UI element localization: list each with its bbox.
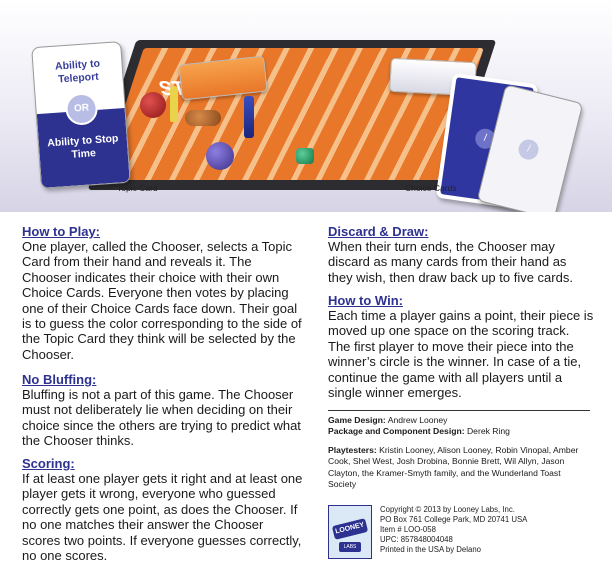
discard-draw-section	[328, 224, 594, 285]
package-design-credit	[328, 426, 590, 437]
choice-cards-caption: Choice Cards	[405, 183, 457, 193]
game-components-illustration	[0, 0, 612, 212]
no-bluffing-body: Bluffing is not a part of this game. The Chooser must not deliberately lie when deciding on their choice since the others are trying to predict what the Chooser thinks.	[22, 387, 301, 449]
scoring-heading: Scoring:	[22, 456, 75, 471]
package-design-label: Package and Component Design:	[328, 426, 465, 437]
choice-card-icon: /	[474, 127, 497, 150]
playtesters-label: Playtesters:	[328, 444, 377, 455]
address-line: PO Box 761 College Park, MD 20741 USA	[380, 515, 528, 524]
printed-line: Printed in the USA by Delano	[380, 545, 481, 554]
how-to-win-body: Each time a player gains a point, their piece is moved up one space on the scoring track. The first player to move their piece into the winner’s circle is the winner. In case of a tie, continue the game with all players until a single winner emerges.	[328, 308, 594, 401]
package-design-value: Derek Ring	[466, 426, 510, 437]
how-to-play-heading: How to Play:	[22, 224, 101, 239]
copyright-line: Copyright © 2013 by Looney Labs, Inc.	[380, 505, 515, 514]
discard-draw-heading: Discard & Draw:	[328, 224, 429, 239]
choice-card-icon: /	[516, 137, 540, 161]
topic-card-top-text: Ability to Teleport	[54, 57, 101, 86]
topic-card	[31, 41, 131, 189]
scoring-body: If at least one player gets it right and at least one player gets it wrong, everyone who guessed correctly gets one point, as does the Chooser. If no one matches their answer the Chooser scores two points. If everyone guesses correctly, no one scores.	[22, 471, 303, 564]
game-design-label: Game Design:	[328, 415, 386, 425]
upc-line: UPC: 857848004048	[380, 535, 453, 544]
how-to-win-section	[328, 293, 594, 400]
looney-labs-logo	[328, 505, 372, 559]
logo-subtext: LABS	[339, 542, 361, 552]
no-bluffing-section	[22, 372, 304, 449]
hotdog-piece	[185, 110, 221, 126]
bottle-piece	[244, 96, 254, 138]
item-number-line: Item # LOO-058	[380, 525, 436, 534]
topic-card-bottom-text: Ability to Stop Time	[37, 108, 130, 188]
legal-block	[328, 505, 590, 565]
credits	[328, 410, 590, 490]
pencil-piece	[170, 86, 178, 122]
game-design-value: Andrew Looney	[387, 415, 448, 425]
playtesters-value: Kristin Looney, Alison Looney, Robin Vinopal, Amber Cook, Shel West, Josh Drobina, Bonnie Brett, Wil Allyn, Jason Clayton, the Kramer-Smyth family, and the Wunderland Toast Society	[328, 444, 579, 490]
topic-card-or-badge: OR	[65, 92, 99, 126]
how-to-play-section	[22, 224, 304, 362]
legal-text	[380, 505, 527, 555]
topic-card-caption: Topic Card	[117, 183, 158, 193]
game-design-credit	[328, 415, 590, 426]
gem-piece	[296, 148, 314, 164]
brain-piece	[206, 142, 234, 170]
playtesters-credit	[328, 445, 590, 491]
how-to-win-heading: How to Win:	[328, 293, 403, 308]
scoring-section	[22, 456, 304, 563]
heart-piece	[140, 92, 166, 118]
how-to-play-body: One player, called the Chooser, selects a Topic Card from their hand and reveals it. The Chooser indicates their choice with their own Choice Cards. Everyone then votes by placing one of their Choice Cards face down. Their goal is to guess the color corresponding to the side of the Topic Card they think will be selected by the Chooser.	[22, 239, 302, 362]
discard-draw-body: When their turn ends, the Chooser may discard as many cards from their hand as they wish, then draw back up to five cards.	[328, 239, 573, 285]
no-bluffing-heading: No Bluffing:	[22, 372, 97, 387]
logo-wordmark: LOONEY	[332, 518, 368, 540]
